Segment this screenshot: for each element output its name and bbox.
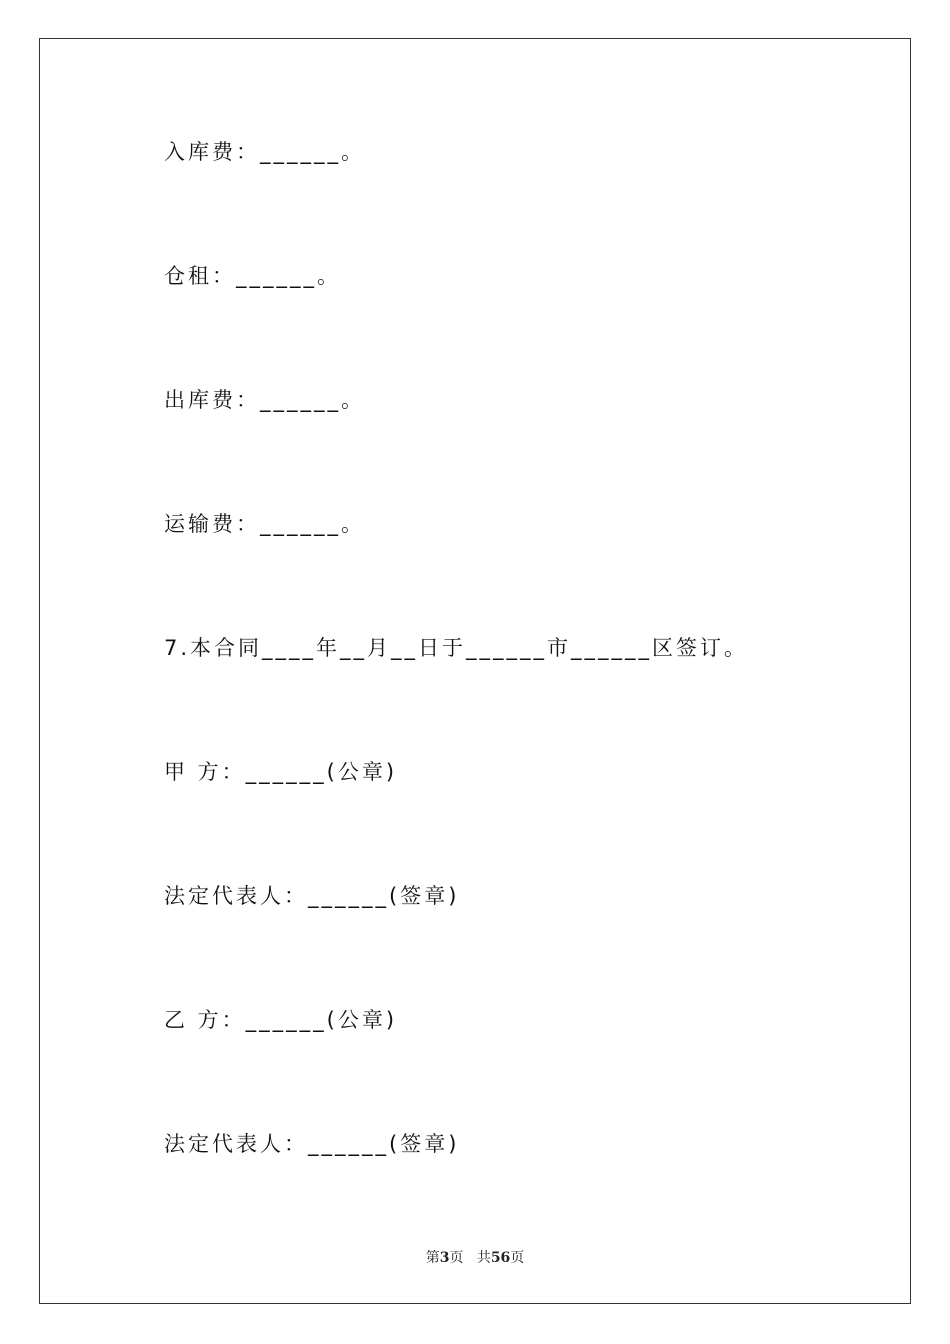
page-number: 3 [439,1250,450,1266]
party-a-legal-rep-line: 法定代表人：______(签章) [164,884,460,908]
total-prefix: 共 [476,1250,491,1266]
page-footer [0,1247,950,1267]
party-b-legal-rep-line: 法定代表人：______(签章) [164,1132,460,1156]
total-pages: 56 [490,1250,511,1266]
warehouse-in-fee-line: 入库费：______。 [164,140,365,164]
page-prefix: 第 [425,1250,440,1266]
warehouse-out-fee-line: 出库费：______。 [164,388,365,412]
signing-date-place-line: 7.本合同____年__月__日于______市______区签订。 [164,636,749,660]
total-suffix: 页 [510,1250,525,1266]
transport-fee-line: 运输费：______。 [164,512,365,536]
storage-rent-line: 仓租：______。 [164,264,341,288]
page-frame [39,38,911,1304]
party-b-line: 乙 方：______(公章) [164,1008,398,1032]
page-suffix: 页 [449,1250,464,1266]
party-a-line: 甲 方：______(公章) [164,760,398,784]
